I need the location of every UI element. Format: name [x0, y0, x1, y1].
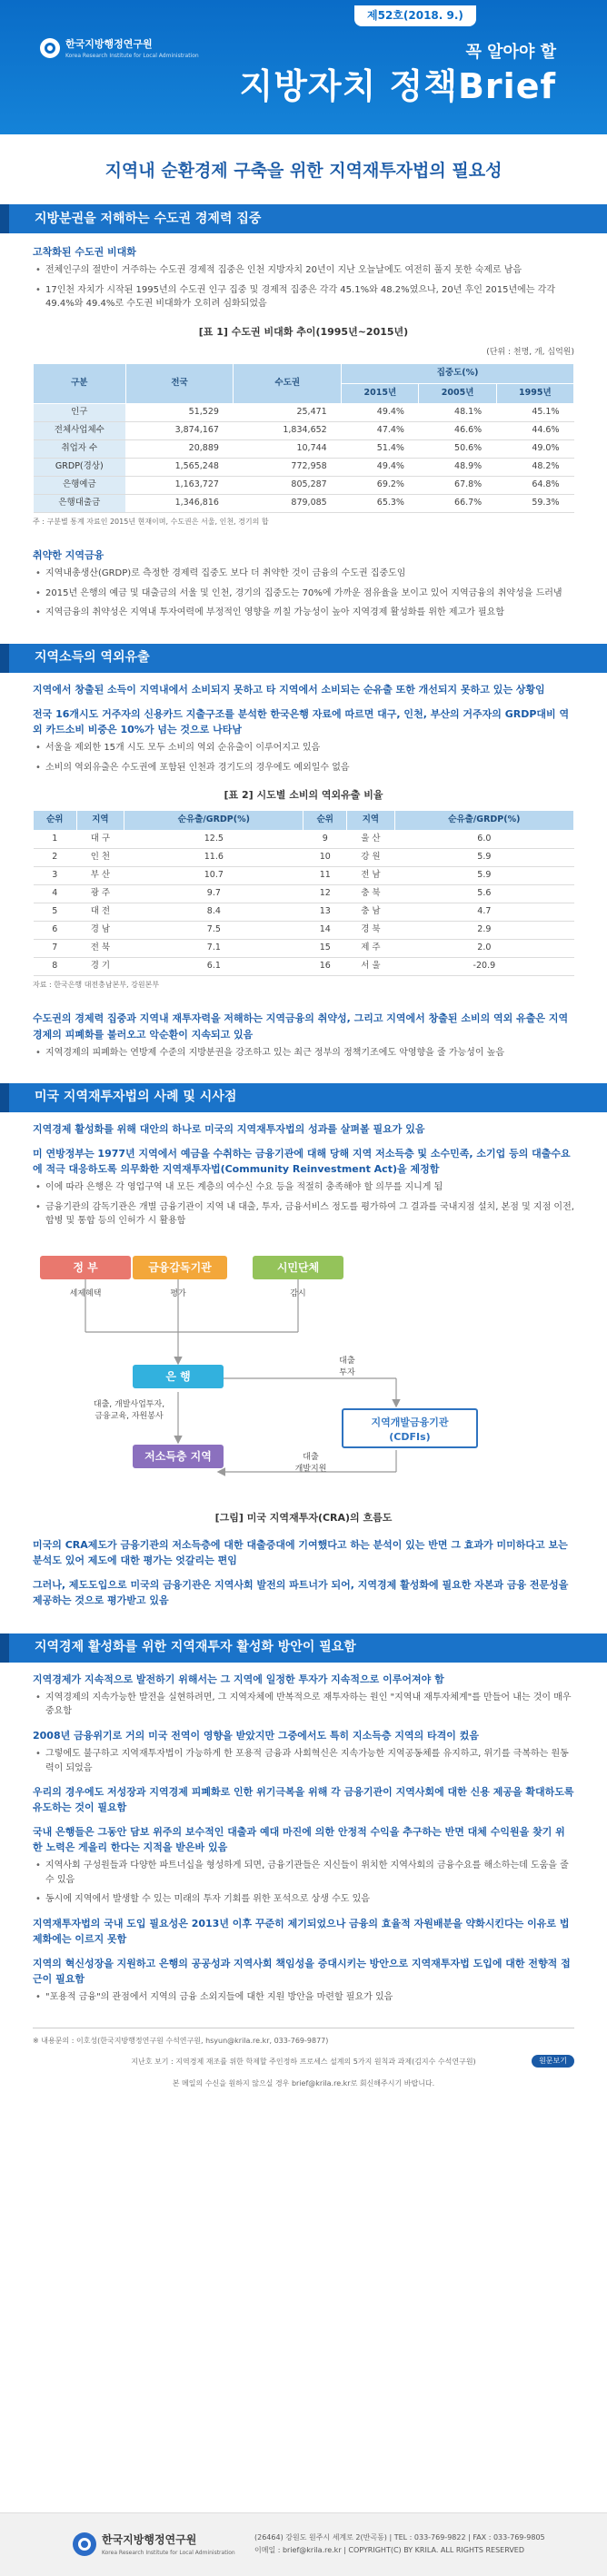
consumption-outflow-table [33, 810, 574, 976]
bullet-list [33, 1747, 574, 1775]
table-cell: 11 [304, 867, 347, 885]
section-heading-2: 지역소득의 역외유출 [0, 644, 607, 673]
view-original-button[interactable]: 원문보기 [532, 2055, 574, 2068]
footer-address: (26464) 강원도 원주시 세계로 2(반곡동) | TEL : 033-769-9822 | FAX : 033-769-9805 [254, 2533, 545, 2541]
table-row [34, 439, 574, 458]
table-cell: 1,834,652 [234, 421, 342, 439]
table-cell: 67.8% [419, 476, 496, 494]
evaluation-label: 평가 [170, 1288, 186, 1298]
key-point: 지역에서 창출된 소득이 지역내에서 소비되지 못하고 타 지역에서 소비되는 순유출 또한 개선되지 못하고 있는 상황임 [33, 683, 545, 696]
key-point: 미국의 CRA제도가 금융기관의 저소득층에 대한 대출증대에 기여했다고 하는 분석이 있는 반면 그 효과가 미미하다고 보는 분석도 있어 제도에 대한 평가는 엇갈리는 편임 [33, 1538, 568, 1566]
header-banner [0, 0, 607, 134]
table-cell: 5.9 [394, 867, 573, 885]
table-header: 2015년 [342, 383, 419, 403]
loan-support-line: 대출 [303, 1452, 319, 1462]
table-row [34, 831, 574, 849]
section-heading-1: 지방분권을 저해하는 수도권 경제력 집중 [0, 204, 607, 233]
table-title: [표 1] 수도권 비대화 추이(1995년~2015년) [198, 325, 409, 338]
table-cell: 강 원 [347, 849, 395, 867]
table-cell: 대 구 [76, 831, 124, 849]
table-cell: GRDP(경상) [34, 458, 126, 476]
table-cell: 69.2% [342, 476, 419, 494]
table-cell: 20,889 [125, 439, 234, 458]
bullet-list [33, 567, 574, 620]
list-item: • 동시에 지역에서 발생할 수 있는 미래의 투자 기회를 위한 포석으로 상생 수도 있음 [35, 1892, 574, 1907]
bullet-list [33, 1691, 574, 1719]
table-cell: 49.0% [496, 439, 573, 458]
unsubscribe-notice: 본 메일의 수신을 원하지 않으실 경우 brief@krila.re.kr로 회신해주시기 바랍니다. [172, 2079, 435, 2088]
section-1-content [0, 244, 607, 619]
table-cell: 경 기 [76, 958, 124, 976]
footer-info [254, 2532, 545, 2557]
org-name: 한국지방행정연구원 [65, 38, 153, 50]
table-cell: 1 [34, 831, 77, 849]
figure-caption: [그림] 미국 지역재투자(CRA)의 흐름도 [214, 1511, 393, 1524]
table-cell: 13 [304, 903, 347, 922]
table-cell: 49.4% [342, 403, 419, 421]
key-point: 우리의 경우에도 저성장과 지역경제 피폐화로 인한 위기극복을 위해 각 금융기관이 지역사회에 대한 신용 제공을 확대하도록 유도하는 것이 필요함 [33, 1786, 574, 1814]
table-cell: 인 천 [76, 849, 124, 867]
table-body [34, 403, 574, 512]
capital-concentration-table [33, 363, 574, 513]
krila-logo-icon [40, 38, 60, 58]
key-point: 전국 16개시도 거주자의 신용카드 지출구조를 분석한 한국은행 자료에 따르면 대구, 인천, 부산의 거주자의 GRDP대비 역외 카드소비 비중은 10%가 넘는 것으로 나타남 [33, 707, 570, 735]
bank-activity-label [84, 1399, 174, 1423]
table-header: 1995년 [496, 383, 573, 403]
table-cell: 8.4 [124, 903, 304, 922]
cra-flow-diagram [33, 1256, 574, 1528]
table-header: 지역 [76, 811, 124, 831]
krila-logo-icon [73, 2532, 96, 2556]
table-row [34, 922, 574, 940]
tax-benefit-label: 세제혜택 [69, 1288, 102, 1298]
table-cell: 3,874,167 [125, 421, 234, 439]
table-row [34, 476, 574, 494]
table-cell: 9.7 [124, 885, 304, 903]
table-cell: 46.6% [419, 421, 496, 439]
table-header: 순위 [34, 811, 77, 831]
table-cell: 48.9% [419, 458, 496, 476]
table-cell: 879,085 [234, 494, 342, 512]
table-row [34, 867, 574, 885]
government-box: 정 부 [40, 1256, 131, 1279]
subheading: 취약한 지역금융 [33, 549, 104, 562]
table-header: 순위 [304, 811, 347, 831]
table-cell: 2.0 [394, 940, 573, 958]
table-unit: (단위 : 천명, 개, 십억원) [486, 348, 574, 358]
list-item: • 지역사회 구성원들과 다양한 파트너십을 형성하게 되면, 금융기관들은 지신들이 위치한 지역사회의 금융수요를 해소하는데 도움을 줄 수 있음 [35, 1859, 574, 1887]
header-slogan: 꼭 알아야 할 [465, 43, 556, 62]
bullet-list [33, 1180, 574, 1229]
table-cell: 8 [34, 958, 77, 976]
table-cell: 50.6% [419, 439, 496, 458]
table-cell: 10,744 [234, 439, 342, 458]
table-cell: 11.6 [124, 849, 304, 867]
table-cell: 6.1 [124, 958, 304, 976]
table-cell: 전체사업체수 [34, 421, 126, 439]
bank-activity-line: 금융교육, 자원봉사 [95, 1411, 164, 1421]
table-cell: 49.4% [342, 458, 419, 476]
table-cell: 48.1% [419, 403, 496, 421]
table-cell: 7.1 [124, 940, 304, 958]
subheading: 고착화된 수도권 비대화 [33, 246, 136, 259]
list-item: • 지역경제의 지속가능한 발전을 실현하려면, 그 지역자체에 반복적으로 재투자하는 원인 "지역내 재투자체계"를 만들어 내는 것이 매우 중요함 [35, 1691, 574, 1719]
page-title: 지역내 순환경제 구축을 위한 지역재투자법의 필요성 [104, 161, 503, 181]
low-income-area-box: 저소득층 지역 [133, 1445, 224, 1468]
table-row [34, 849, 574, 867]
issue-badge: 제52호(2018. 9.) [354, 5, 476, 26]
table-cell: 16 [304, 958, 347, 976]
table-cell: 2.9 [394, 922, 573, 940]
table-header: 전국 [125, 363, 234, 403]
table-cell: 경 남 [76, 922, 124, 940]
bullet-list [33, 1990, 574, 2005]
table-cell: 전 북 [76, 940, 124, 958]
table-row [34, 885, 574, 903]
table-header: 순유출/GRDP(%) [394, 811, 573, 831]
table-row [34, 958, 574, 976]
table-cell: 65.3% [342, 494, 419, 512]
table-row [34, 403, 574, 421]
list-item: • 17인천 자치가 시작된 1995년의 수도권 인구 집중 및 경제적 집중은 각각 45.1%와 48.2%였으나, 20년 후인 2015년에는 각각 49.4%와 49.4%로 수도권 비대화가 오히려 심화되었음 [35, 283, 574, 311]
table-title: [표 2] 시도별 소비의 역외유출 비율 [224, 789, 383, 802]
loan-support-line: 개발지원 [294, 1464, 327, 1474]
table-cell: 1,163,727 [125, 476, 234, 494]
table-header: 순유출/GRDP(%) [124, 811, 304, 831]
table-cell: 서 울 [347, 958, 395, 976]
civic-group-box: 시민단체 [253, 1256, 343, 1279]
list-item: • 그렇에도 불구하고 지역재투자법이 가능하게 한 포용적 금융과 사회혁신은 지속가능한 지역공동체를 유지하고, 위기를 극복하는 원동력이 되었음 [35, 1747, 574, 1775]
table-cell: 59.3% [496, 494, 573, 512]
key-point: 미 연방정부는 1977년 지역에서 예금을 수취하는 금융기관에 대해 당해 지역 저소득층 및 소수민족, 소기업 등의 대출수요에 적극 대응하도록 의무화한 지역재투자법(Community Reinvestment Act)을 제정함 [33, 1148, 571, 1176]
table-cell: 15 [304, 940, 347, 958]
table-row [34, 494, 574, 512]
table-cell: 4 [34, 885, 77, 903]
table-cell: 66.7% [419, 494, 496, 512]
footer-org-name: 한국지방행정연구원 [102, 2533, 197, 2546]
list-item: • 지역내총생산(GRDP)로 측정한 경제력 집중도 보다 더 취약한 것이 금융의 수도권 집중도임 [35, 567, 574, 581]
section-4-content [0, 1672, 607, 2004]
table-cell: 51.4% [342, 439, 419, 458]
table-cell: 7.5 [124, 922, 304, 940]
table-note: 주 : 구분별 통계 자료인 2015년 현재이며, 수도권은 서울, 인천, 경기의 합 [33, 517, 269, 526]
monitoring-label: 감시 [290, 1288, 306, 1298]
table-cell: 6.0 [394, 831, 573, 849]
table-cell: 3 [34, 867, 77, 885]
contact-source: ※ 내용문의 : 이호성(한국지방행정연구원 수석연구원, hsyun@krila.re.kr, 033-769-9877) [33, 2028, 574, 2047]
table-cell: 인구 [34, 403, 126, 421]
table-body [34, 831, 574, 976]
footer-email: 이메일 : brief@krila.re.kr | COPYRIGHT(C) BY KRILA. ALL RIGHTS RESERVED [254, 2546, 525, 2554]
table-header: 집중도(%) [342, 363, 574, 383]
key-point: 지역경제 활성화를 위해 대안의 하나로 미국의 지역재투자법의 성과를 살펴볼 필요가 있음 [33, 1123, 425, 1136]
org-logo[interactable] [40, 36, 199, 60]
section-heading-3: 미국 지역재투자법의 사례 및 시사점 [0, 1083, 607, 1112]
table-cell: 5.9 [394, 849, 573, 867]
brand-title: 지방자치 정책Brief [239, 66, 556, 106]
footer-logo[interactable] [73, 2532, 235, 2557]
table-cell: 부 산 [76, 867, 124, 885]
key-point: 지역재투자법의 국내 도입 필요성은 2013년 이후 꾸준히 제기되었으나 금융의 효율적 자원배분을 약화시킨다는 이유로 법제화에는 이르지 못함 [33, 1917, 570, 1945]
table-header: 지역 [347, 811, 395, 831]
table-cell: 2 [34, 849, 77, 867]
table-cell: 14 [304, 922, 347, 940]
table-cell: 5.6 [394, 885, 573, 903]
key-point: 지역경제가 지속적으로 발전하기 위해서는 그 지역에 일정한 투자가 지속적으로 이루어져야 함 [33, 1673, 444, 1685]
table-cell: 12 [304, 885, 347, 903]
table-cell: 취업자 수 [34, 439, 126, 458]
table-cell: 은행예금 [34, 476, 126, 494]
table-cell: 48.2% [496, 458, 573, 476]
table-cell: 대 전 [76, 903, 124, 922]
section-2-content [0, 682, 607, 1060]
list-item: • 서울을 제외한 15개 시도 모두 소비의 역외 순유출이 이루어지고 있음 [35, 741, 574, 755]
table-note: 자료 : 한국은행 대전충남본부, 강원본부 [33, 981, 160, 990]
key-point: 2008년 금융위기로 거의 미국 전역이 영향을 받았지만 그중에서도 특히 지소득층 지역의 타격이 컸음 [33, 1729, 479, 1742]
list-item: • 금융기관의 감독기관은 개별 금융기관이 지역 내 대출, 투자, 금융서비스 정도를 평가하여 그 결과를 국내지점 설치, 본점 및 지점 이전, 합병 및 통합 등의 인허가 시 활용함 [35, 1200, 574, 1229]
list-item: • "포용적 금융"의 관점에서 지역의 금융 소외지들에 대한 지원 방안을 마련할 필요가 있음 [35, 1990, 574, 2005]
table-row [34, 903, 574, 922]
bullet-list [33, 1046, 574, 1061]
table-cell: 64.8% [496, 476, 573, 494]
cdfi-label: 지역개발금융기관 [371, 1416, 449, 1428]
table-row [34, 940, 574, 958]
org-ename: Korea Research Institute for Local Administration [65, 53, 199, 60]
key-point: 그러나, 제도도입으로 미국의 금융기관은 지역사회 발전의 파트너가 되어, 지역경제 활성화에 필요한 자본과 금융 전문성을 제공하는 것으로 평가받고 있음 [33, 1578, 569, 1606]
regulator-box: 금융감독기관 [133, 1256, 227, 1279]
table-cell: 10 [304, 849, 347, 867]
table-cell: 울 산 [347, 831, 395, 849]
table-cell: 1,346,816 [125, 494, 234, 512]
cdfi-box [342, 1408, 478, 1448]
table-cell: 전 남 [347, 867, 395, 885]
section-3-content [0, 1121, 607, 1608]
table-cell: 제 주 [347, 940, 395, 958]
table-cell: 51,529 [125, 403, 234, 421]
table-cell: 충 남 [347, 903, 395, 922]
table-cell: 44.6% [496, 421, 573, 439]
list-item: • 지역금융의 취약성은 지역내 투자여력에 부정적인 영향을 끼칠 가능성이 높아 지역경제 활성화를 위한 제고가 필요함 [35, 606, 574, 620]
table-cell: 4.7 [394, 903, 573, 922]
table-cell: 45.1% [496, 403, 573, 421]
bullet-list [33, 263, 574, 311]
table-cell: 10.7 [124, 867, 304, 885]
previous-issue-text: 지난호 보기 : 지역경제 재조를 위한 학제할 주인정하 프로세스 설계의 5가지 원칙과 과제(김지수 수석연구원) [131, 2057, 476, 2066]
list-item: • 2015년 은행의 예금 및 대출금의 서울 및 인천, 경기의 집중도는 70%에 가까운 점유율을 보이고 있어 지역금융의 취약성을 드러냄 [35, 587, 574, 601]
bullet-list [33, 1859, 574, 1907]
list-item: • 전체인구의 절반이 거주하는 수도권 경제적 집중은 인천 지방자치 20년이 지난 오늘날에도 여전히 풀지 못한 숙제로 남음 [35, 263, 574, 278]
list-item: • 소비의 역외유출은 수도권에 포함된 인천과 경기도의 경우에도 예외일수 없음 [35, 761, 574, 775]
table-row [34, 458, 574, 476]
table-cell: 경 북 [347, 922, 395, 940]
table-header: 2005년 [419, 383, 496, 403]
cdfi-abbr: (CDFIs) [389, 1430, 431, 1443]
table-cell: 1,565,248 [125, 458, 234, 476]
table-cell: 광 주 [76, 885, 124, 903]
loan-invest-label: 대출 투자 [339, 1356, 355, 1377]
key-point: 국내 은행들은 그동안 담보 위주의 보수적인 대출과 예대 마진에 의한 안정적 수익을 추구하는 반면 대체 수익원을 찾기 위한 노력은 게을리 한다는 지적을 받은바 있음 [33, 1826, 565, 1854]
key-point: 지역의 혁신성장을 지원하고 은행의 공공성과 지역사회 책임성을 증대시키는 방안으로 지역재투자법 도입에 대한 전향적 접근이 필요함 [33, 1957, 571, 1985]
list-item: • 이에 따라 은행은 각 영업구역 내 모든 계층의 여수신 수요 등을 적절히 충족해야 할 의무를 지니게 됨 [35, 1180, 574, 1195]
table-header: 수도권 [234, 363, 342, 403]
bank-box: 은 행 [133, 1365, 224, 1388]
table-cell: 25,471 [234, 403, 342, 421]
page-footer [0, 2512, 607, 2576]
table-cell: 5 [34, 903, 77, 922]
bullet-list [33, 741, 574, 775]
previous-issue-note [33, 2057, 574, 2068]
key-point: 수도권의 경제력 집중과 지역내 재투자력을 저해하는 지역금융의 취약성, 그리고 지역에서 창출된 소비의 역외 유출은 지역경제의 피폐화를 불러오고 악순환이 지속되고 있음 [33, 1012, 569, 1041]
table-header: 구분 [34, 363, 126, 403]
table-row [34, 421, 574, 439]
table-cell: 은행대출금 [34, 494, 126, 512]
loan-support-label [274, 1452, 347, 1476]
table-cell: 772,958 [234, 458, 342, 476]
table-cell: 47.4% [342, 421, 419, 439]
list-item: • 지역경제의 피폐화는 연방제 수준의 지방분권을 강조하고 있는 최근 정부의 정책기조에도 악영향을 줄 가능성이 높음 [35, 1046, 574, 1061]
footer-org-ename: Korea Research Institute for Local Administration [102, 2549, 235, 2556]
table-cell: 충 북 [347, 885, 395, 903]
table-cell: 7 [34, 940, 77, 958]
table-cell: 6 [34, 922, 77, 940]
bank-activity-line: 대출, 개발사업투자, [93, 1399, 165, 1409]
table-cell: 12.5 [124, 831, 304, 849]
table-cell: 9 [304, 831, 347, 849]
table-cell: 805,287 [234, 476, 342, 494]
section-heading-4: 지역경제 활성화를 위한 지역재투자 활성화 방안이 필요함 [0, 1633, 607, 1663]
table-cell: -20.9 [394, 958, 573, 976]
